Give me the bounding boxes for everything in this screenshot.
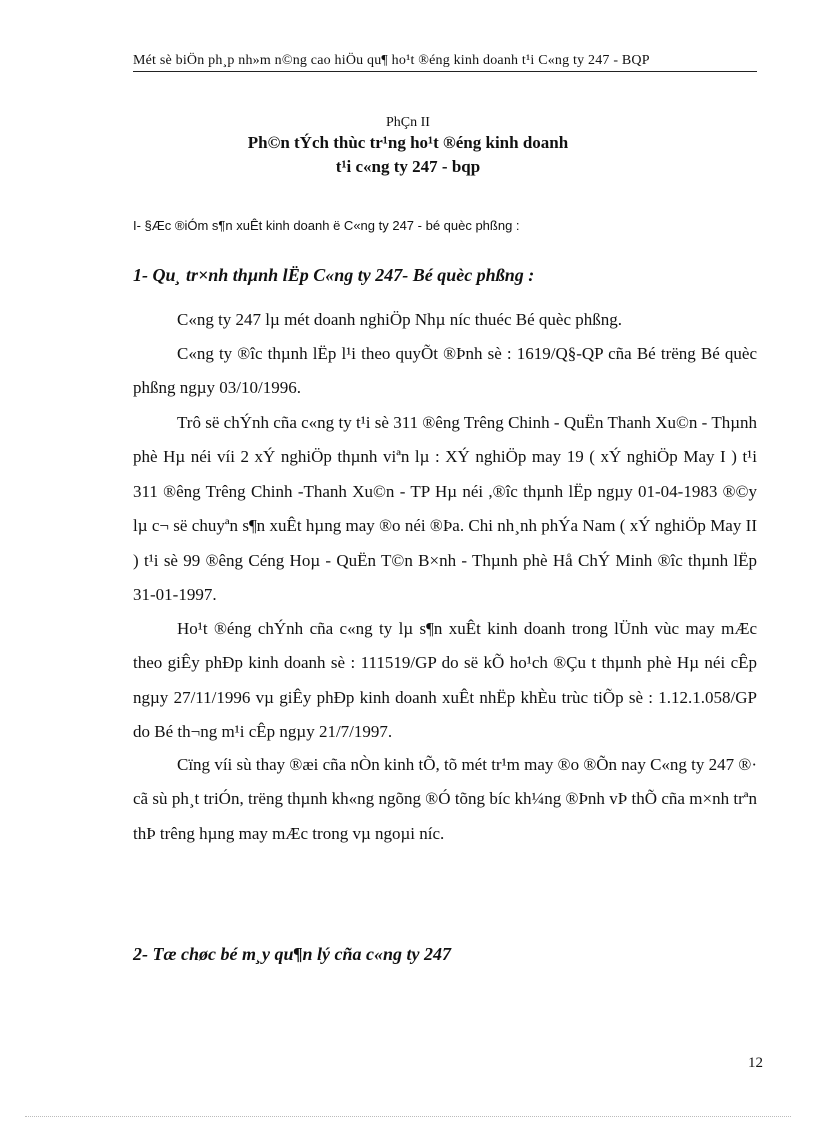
paragraph-5: Cïng víi sù thay ®æi cña nÒn kinh tÕ, tõ mét tr¹m may ®o ®Õn nay C«ng ty 247 ®· cã sù ph¸t triÓn, trëng thµnh kh«ng ngõng ®Ó tõng bíc kh¼ng ®Þnh vÞ thÕ cña m×nh trªn thÞ trêng hµng may mÆc trong vµ ngoµi níc. <box>133 755 757 843</box>
part-label: PhÇn II <box>386 115 430 130</box>
running-header: Mét sè biÖn ph¸p nh»m n©ng cao hiÖu qu¶ ho¹t ®éng kinh doanh t¹i C«ng ty 247 - BQP <box>133 53 757 72</box>
page-bottom-divider <box>25 1116 791 1117</box>
paragraph-2: C«ng ty ®îc thµnh lËp l¹i theo quyÕt ®Þnh sè : 1619/Q§-QP cña Bé trëng Bé quèc phßng ngµy 03/10/1996. <box>133 344 757 398</box>
part-title-line1: Ph©n tÝch thùc tr¹ng ho¹t ®éng kinh doanh <box>247 133 569 152</box>
part-title-line2: t¹i c«ng ty 247 - bqp <box>335 157 481 176</box>
page-number: 12 <box>748 1055 763 1071</box>
section-subtitle: I- §Æc ®iÓm s¶n xuÊt kinh doanh ë C«ng ty 247 - bé quèc phßng : <box>133 218 520 233</box>
paragraph-4: Ho¹t ®éng chÝnh cña c«ng ty lµ s¶n xuÊt kinh doanh trong lÜnh vùc may mÆc theo giÊy phÐp kinh doanh sè : 111519/GP do së kÕ ho¹ch ®Çu t thµnh phè Hµ néi cÊp ngµy 27/11/1996 vµ giÊy phÐp kinh doanh xuÊt nhËp khÈu trùc tiÕp sè : 1.12.1.058/GP do Bé th¬ng m¹i cÊp ngµy 21/7/1997. <box>133 619 757 742</box>
section-heading-1: 1- Qu¸ tr×nh thµnh lËp C«ng ty 247- Bé quèc phßng : <box>133 265 535 285</box>
paragraph-3: Trô së chÝnh cña c«ng ty t¹i sè 311 ®êng Trêng Chinh - QuËn Thanh Xu©n - Thµnh phè Hµ néi víi 2 xÝ nghiÖp thµnh viªn lµ : XÝ nghiÖp may 19 ( xÝ nghiÖp May I ) t¹i 311 ®êng Trêng Chinh -Thanh Xu©n - TP Hµ néi ,®îc thµnh lËp ngµy 01-04-1983 ®©y lµ c¬ së chuyªn s¶n xuÊt hµng may ®o néi ®Þa. Chi nh¸nh phÝa Nam ( xÝ nghiÖp May II ) t¹i sè 99 ®êng Céng Hoµ - QuËn T©n B×nh - Thµnh phè Hå ChÝ Minh ®îc thµnh lËp 31-01-1997. <box>133 413 757 605</box>
section-heading-2: 2- Tæ chøc bé m¸y qu¶n lý cña c«ng ty 247 <box>133 944 451 964</box>
paragraph-1: C«ng ty 247 lµ mét doanh nghiÖp Nhµ níc thuéc Bé quèc phßng. <box>177 310 622 329</box>
